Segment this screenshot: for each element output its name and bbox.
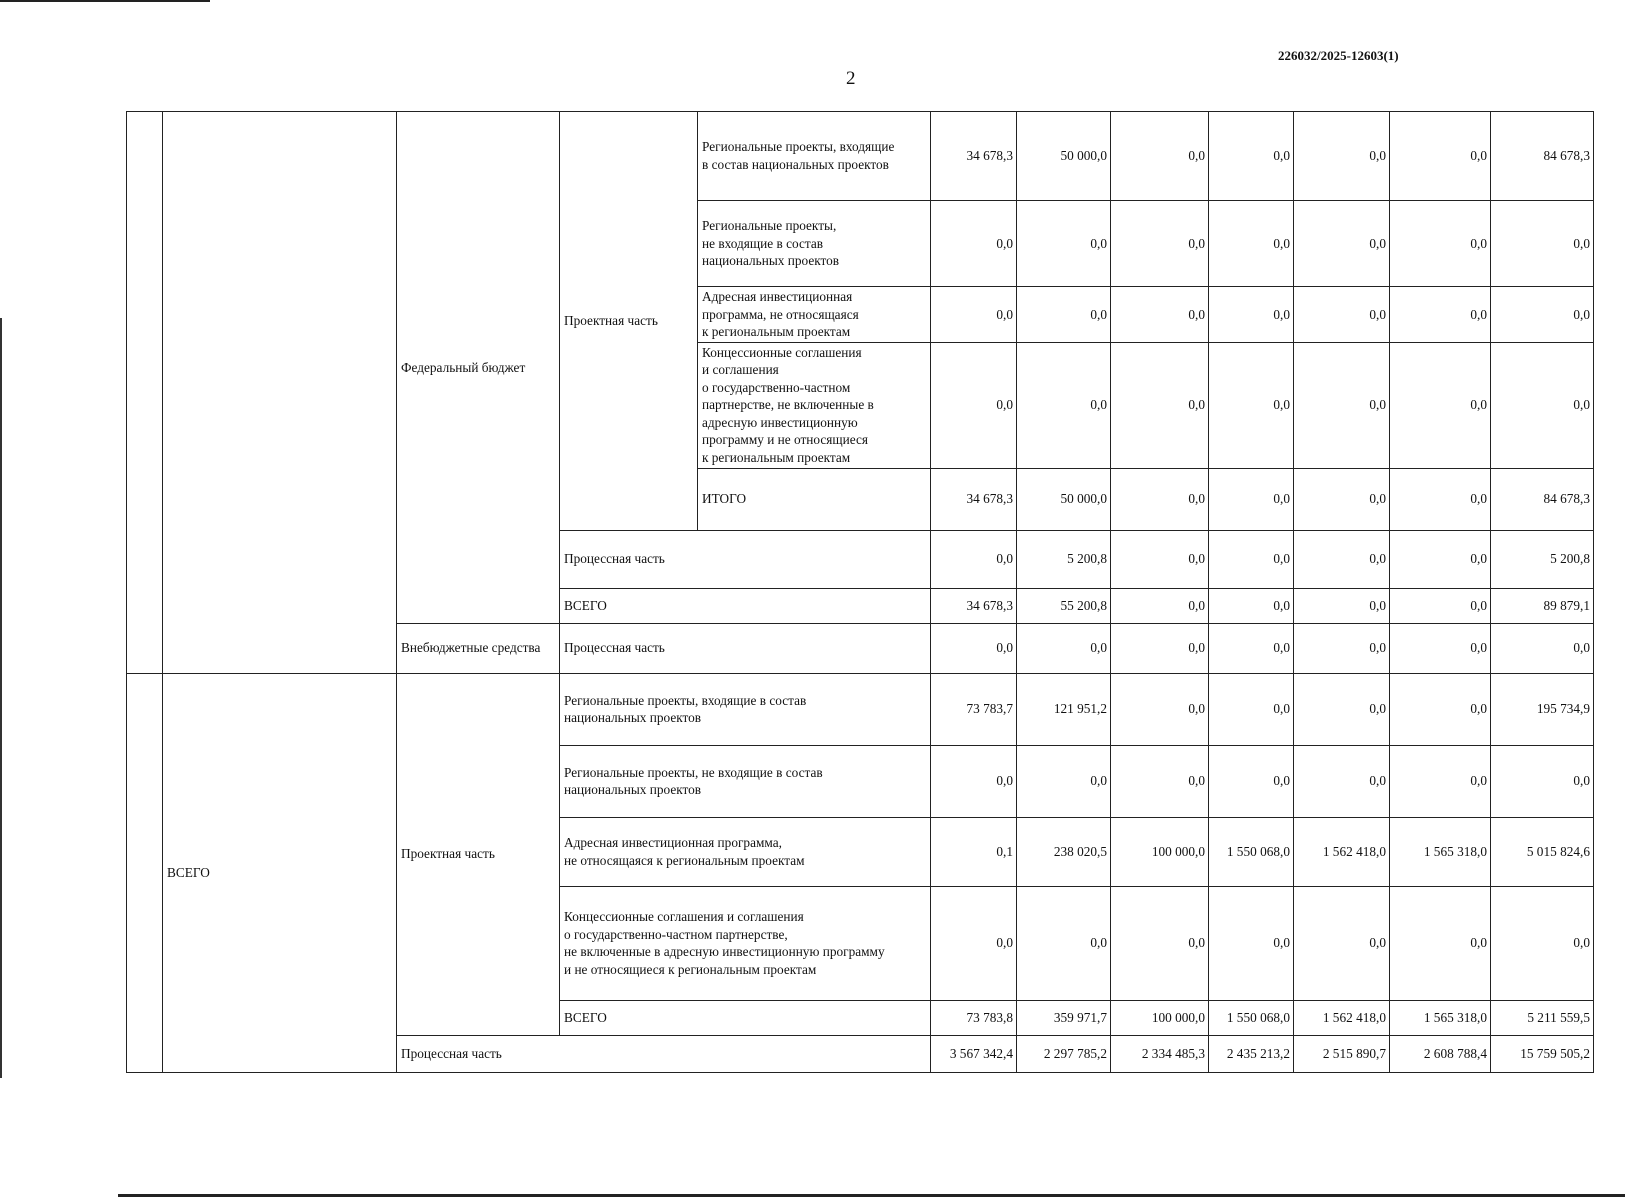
value-cell: 100 000,0	[1111, 817, 1209, 886]
table-row	[127, 112, 1594, 201]
value-cell: 3 567 342,4	[931, 1035, 1017, 1072]
value-cell: 2 608 788,4	[1390, 1035, 1491, 1072]
total-cell: 0,0	[1491, 201, 1594, 287]
row-label: Процессная часть	[560, 623, 931, 673]
value-cell: 0,0	[1390, 530, 1491, 588]
bottom-edge-rule	[118, 1194, 1625, 1197]
value-cell: 0,0	[1390, 886, 1491, 1000]
total-cell: 195 734,9	[1491, 673, 1594, 745]
row-label: ИТОГО	[698, 468, 931, 530]
row-label: ВСЕГО	[560, 1000, 931, 1035]
value-cell: 0,0	[1294, 623, 1390, 673]
value-cell: 0,0	[1209, 673, 1294, 745]
document-id: 226032/2025-12603(1)	[1278, 48, 1399, 63]
value-cell: 121 951,2	[1017, 673, 1111, 745]
value-cell: 0,0	[1111, 201, 1209, 287]
row-label: Процессная часть	[560, 530, 931, 588]
value-cell: 0,0	[1111, 287, 1209, 343]
value-cell: 2 515 890,7	[1294, 1035, 1390, 1072]
value-cell: 0,0	[1111, 342, 1209, 468]
top-edge-rule	[0, 0, 210, 2]
value-cell: 0,0	[931, 745, 1017, 817]
value-cell: 0,0	[1294, 745, 1390, 817]
value-cell: 34 678,3	[931, 588, 1017, 623]
financing-table	[126, 111, 1594, 1073]
scan-left-edge-mark	[0, 318, 2, 1078]
value-cell: 238 020,5	[1017, 817, 1111, 886]
table-row	[127, 673, 1594, 745]
value-cell: 0,0	[1209, 745, 1294, 817]
row-label: Адресная инвестиционная программа, не относящаяся к региональным проектам	[560, 817, 931, 886]
all-project-part-label: Проектная часть	[397, 673, 560, 1035]
blank-index-cell	[127, 673, 163, 1072]
total-cell: 0,0	[1491, 287, 1594, 343]
row-label: Процессная часть	[397, 1035, 931, 1072]
value-cell: 0,0	[1294, 342, 1390, 468]
page-number: 2	[846, 68, 856, 89]
total-cell: 84 678,3	[1491, 112, 1594, 201]
value-cell: 50 000,0	[1017, 468, 1111, 530]
value-cell: 2 334 485,3	[1111, 1035, 1209, 1072]
value-cell: 0,0	[1111, 673, 1209, 745]
source-federal-budget: Федеральный бюджет	[397, 112, 560, 624]
value-cell: 0,0	[1294, 530, 1390, 588]
total-cell: 15 759 505,2	[1491, 1035, 1594, 1072]
total-cell: 84 678,3	[1491, 468, 1594, 530]
total-cell: 89 879,1	[1491, 588, 1594, 623]
value-cell: 0,0	[1209, 530, 1294, 588]
value-cell: 73 783,7	[931, 673, 1017, 745]
total-cell: 0,0	[1491, 745, 1594, 817]
value-cell: 0,0	[1209, 623, 1294, 673]
value-cell: 0,0	[1111, 112, 1209, 201]
row-label: Концессионные соглашения и соглашения о государственно-частном партнерстве, не включенные в адресную инвестиционную программу и не относящиеся к региональным проектам	[560, 886, 931, 1000]
value-cell: 1 550 068,0	[1209, 1000, 1294, 1035]
total-cell: 0,0	[1491, 886, 1594, 1000]
value-cell: 1 562 418,0	[1294, 817, 1390, 886]
total-cell: 5 200,8	[1491, 530, 1594, 588]
value-cell: 0,0	[1390, 201, 1491, 287]
value-cell: 100 000,0	[1111, 1000, 1209, 1035]
value-cell: 34 678,3	[931, 468, 1017, 530]
value-cell: 0,0	[1390, 745, 1491, 817]
value-cell: 73 783,8	[931, 1000, 1017, 1035]
value-cell: 0,0	[931, 287, 1017, 343]
row-label: Концессионные соглашения и соглашения о государственно-частном партнерстве, не включенные в адресную инвестиционную программу и не относящиеся к региональным проектам	[698, 342, 931, 468]
row-label: Региональные проекты, входящие в состав национальных проектов	[698, 112, 931, 201]
total-cell: 5 015 824,6	[1491, 817, 1594, 886]
value-cell: 0,0	[1209, 588, 1294, 623]
value-cell: 0,0	[931, 623, 1017, 673]
value-cell: 0,1	[931, 817, 1017, 886]
row-label: ВСЕГО	[560, 588, 931, 623]
value-cell: 0,0	[1209, 201, 1294, 287]
value-cell: 0,0	[1390, 588, 1491, 623]
value-cell: 2 435 213,2	[1209, 1035, 1294, 1072]
value-cell: 0,0	[931, 201, 1017, 287]
row-label: Адресная инвестиционная программа, не относящаяся к региональным проектам	[698, 287, 931, 343]
value-cell: 0,0	[1294, 886, 1390, 1000]
row-label: Региональные проекты, не входящие в состав национальных проектов	[698, 201, 931, 287]
value-cell: 1 550 068,0	[1209, 817, 1294, 886]
value-cell: 0,0	[1111, 468, 1209, 530]
value-cell: 0,0	[1390, 287, 1491, 343]
source-extrabudget: Внебюджетные средства	[397, 623, 560, 673]
value-cell: 0,0	[1209, 886, 1294, 1000]
total-cell: 5 211 559,5	[1491, 1000, 1594, 1035]
grand-total-label: ВСЕГО	[163, 673, 397, 1072]
value-cell: 0,0	[1294, 673, 1390, 745]
value-cell: 0,0	[1294, 468, 1390, 530]
value-cell: 1 562 418,0	[1294, 1000, 1390, 1035]
value-cell: 0,0	[1390, 623, 1491, 673]
value-cell: 2 297 785,2	[1017, 1035, 1111, 1072]
value-cell: 0,0	[1111, 623, 1209, 673]
value-cell: 0,0	[1209, 287, 1294, 343]
value-cell: 0,0	[1209, 342, 1294, 468]
value-cell: 0,0	[1111, 588, 1209, 623]
value-cell: 0,0	[1390, 112, 1491, 201]
value-cell: 55 200,8	[1017, 588, 1111, 623]
federal-project-part-label: Проектная часть	[560, 112, 698, 531]
value-cell: 0,0	[1390, 468, 1491, 530]
value-cell: 1 565 318,0	[1390, 817, 1491, 886]
value-cell: 0,0	[1111, 886, 1209, 1000]
value-cell: 0,0	[1017, 342, 1111, 468]
value-cell: 0,0	[931, 342, 1017, 468]
value-cell: 0,0	[1111, 745, 1209, 817]
value-cell: 0,0	[1017, 287, 1111, 343]
value-cell: 0,0	[1294, 201, 1390, 287]
value-cell: 34 678,3	[931, 112, 1017, 201]
value-cell: 5 200,8	[1017, 530, 1111, 588]
total-cell: 0,0	[1491, 342, 1594, 468]
value-cell: 0,0	[1111, 530, 1209, 588]
row-label: Региональные проекты, не входящие в состав национальных проектов	[560, 745, 931, 817]
value-cell: 0,0	[1294, 287, 1390, 343]
value-cell: 0,0	[1390, 342, 1491, 468]
value-cell: 1 565 318,0	[1390, 1000, 1491, 1035]
value-cell: 0,0	[1209, 468, 1294, 530]
value-cell: 50 000,0	[1017, 112, 1111, 201]
value-cell: 0,0	[1017, 201, 1111, 287]
value-cell: 0,0	[1017, 886, 1111, 1000]
program-name-cell	[163, 112, 397, 674]
value-cell: 0,0	[1294, 588, 1390, 623]
blank-index-cell	[127, 112, 163, 674]
value-cell: 0,0	[1017, 745, 1111, 817]
total-cell: 0,0	[1491, 623, 1594, 673]
value-cell: 359 971,7	[1017, 1000, 1111, 1035]
value-cell: 0,0	[1209, 112, 1294, 201]
value-cell: 0,0	[1390, 673, 1491, 745]
value-cell: 0,0	[1294, 112, 1390, 201]
value-cell: 0,0	[931, 886, 1017, 1000]
row-label: Региональные проекты, входящие в состав национальных проектов	[560, 673, 931, 745]
value-cell: 0,0	[1017, 623, 1111, 673]
value-cell: 0,0	[931, 530, 1017, 588]
